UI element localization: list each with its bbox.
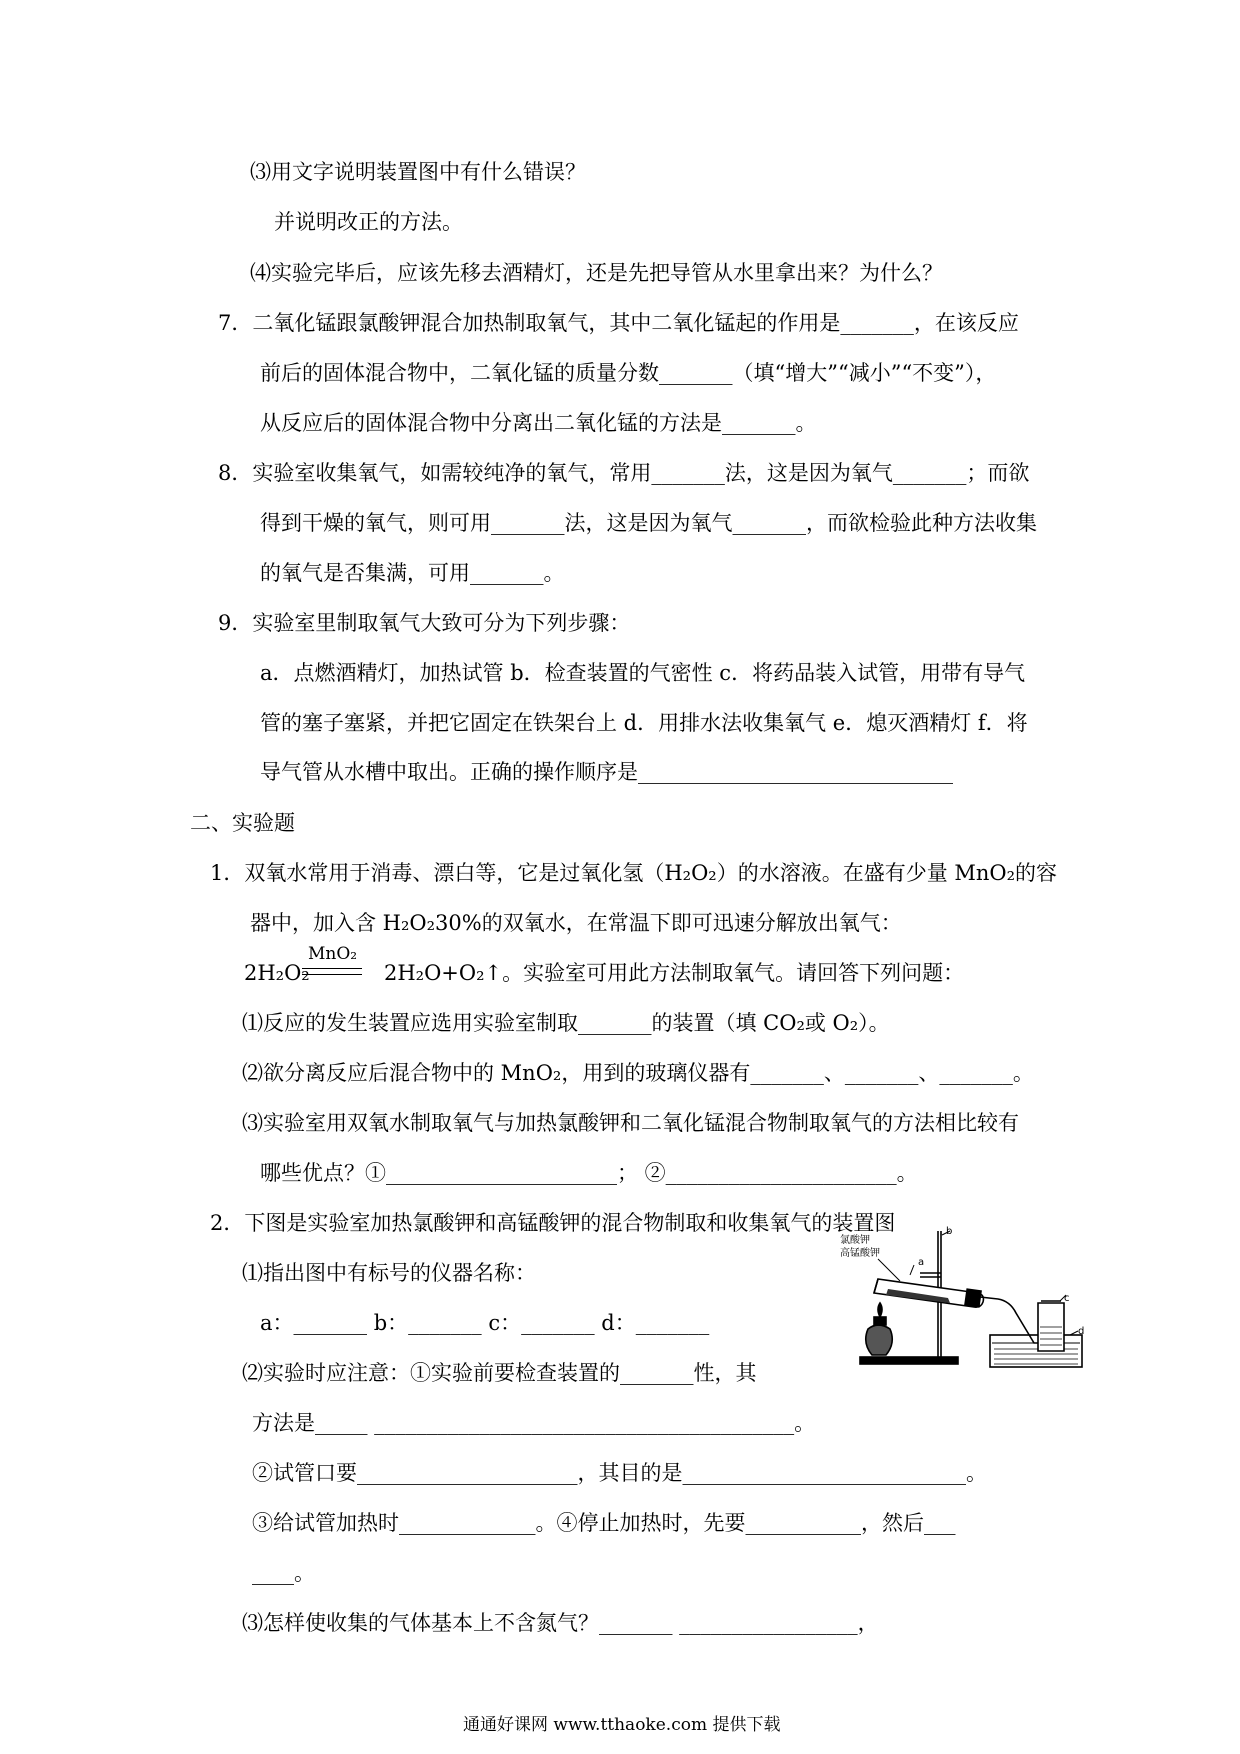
experiment-1-part-2: ⑵欲分离反应后混合物中的 MnO₂，用到的玻璃仪器有_______、_______、_______。: [242, 1061, 1034, 1085]
equation-right: 2H₂O+O₂↑。实验室可用此方法制取氧气。请回答下列问题：: [384, 961, 965, 985]
experiment-2-part-3: ⑶怎样使收集的气体基本上不含氮气？_______ _________________，: [242, 1611, 879, 1635]
question-7-line-1: 7．二氧化锰跟氯酸钾混合加热制取氧气，其中二氧化锰起的作用是_______，在该反应: [218, 311, 1019, 335]
question-6-part-3-continued: 并说明改正的方法。: [274, 210, 463, 234]
experiment-1-line-2: 器中，加入含 H₂O₂30%的双氧水，在常温下即可迅速分解放出氧气：: [250, 911, 902, 935]
experiment-2-part-2-method: 方法是_____ ________________________________________。: [252, 1411, 816, 1435]
experiment-2-part-2: ⑵实验时应注意：①实验前要检查装置的_______性，其: [242, 1361, 757, 1385]
question-9-line-2: a．点燃酒精灯，加热试管 b．检查装置的气密性 c．将药品装入试管，用带有导气: [260, 661, 1026, 685]
figure-label-potassium-permanganate: 高锰酸钾: [840, 1248, 880, 1259]
question-8-line-2: 得到干燥的氧气，则可用_______法，这是因为氧气_______，而欲检验此种方法收集: [260, 511, 1037, 535]
question-9-line-3: 管的塞子塞紧，并把它固定在铁架台上 d．用排水法收集氧气 e．熄灭酒精灯 f．将: [260, 711, 1028, 735]
figure-tag-d: d: [1078, 1326, 1085, 1337]
oxygen-apparatus-figure: [838, 1223, 1088, 1371]
section-heading: 二、实验题: [190, 811, 295, 835]
question-9-line-4: 导气管从水槽中取出。正确的操作顺序是______________________________: [260, 760, 953, 784]
page-footer: 通通好课网 www.tthaoke.com 提供下载: [463, 1715, 781, 1735]
equation-catalyst: MnO₂: [308, 944, 358, 964]
experiment-1-part-1: ⑴反应的发生装置应选用实验室制取_______的装置（填 CO₂或 O₂）。: [242, 1011, 890, 1035]
experiment-2-part-1-blanks: a：_______ b：_______ c：_______ d：_______: [260, 1311, 710, 1335]
figure-tag-b: b: [946, 1226, 953, 1237]
question-6-part-4: ⑷实验完毕后，应该先移去酒精灯，还是先把导管从水里拿出来？为什么？: [250, 261, 943, 285]
experiment-1-part-3-continued: 哪些优点？①______________________； ②______________________。: [260, 1161, 918, 1185]
figure-label-potassium-chlorate: 氯酸钾: [840, 1235, 870, 1246]
experiment-1-line-1: 1．双氧水常用于消毒、漂白等，它是过氧化氢（H₂O₂）的水溶液。在盛有少量 MnO₂的容: [210, 861, 1058, 885]
experiment-1-part-3: ⑶实验室用双氧水制取氧气与加热氯酸钾和二氧化锰混合物制取氧气的方法相比较有: [242, 1111, 1019, 1135]
experiment-2-part-2-item-2: ②试管口要_____________________，其目的是___________________________。: [252, 1461, 987, 1485]
experiment-2-part-1: ⑴指出图中有标号的仪器名称：: [242, 1261, 536, 1285]
experiment-2-title: 2．下图是实验室加热氯酸钾和高锰酸钾的混合物制取和收集氧气的装置图: [210, 1211, 896, 1235]
question-7-line-3: 从反应后的固体混合物中分离出二氧化锰的方法是_______。: [260, 411, 817, 435]
figure-tag-c: c: [1064, 1293, 1070, 1304]
equation-left: 2H₂O₂: [244, 961, 310, 985]
apparatus-drawing: [838, 1223, 1088, 1371]
question-8-line-3: 的氧气是否集满，可用_______。: [260, 561, 565, 585]
equation-line-lower: [302, 974, 362, 975]
question-7-line-2: 前后的固体混合物中，二氧化锰的质量分数_______（填“增大”“减小”“不变”），: [260, 361, 997, 385]
figure-tag-a: a: [918, 1257, 925, 1268]
question-9-line-1: 9．实验室里制取氧气大致可分为下列步骤：: [218, 611, 631, 635]
question-6-part-3: ⑶用文字说明装置图中有什么错误？: [250, 160, 586, 184]
question-8-line-1: 8．实验室收集氧气，如需较纯净的氧气，常用_______法，这是因为氧气_______；而欲: [218, 461, 1030, 485]
experiment-2-part-2-item-3: ③给试管加热时_____________。④停止加热时，先要___________，然后___: [252, 1511, 956, 1535]
equation-line-upper: [302, 968, 362, 969]
experiment-2-part-2-continued: ____。: [252, 1561, 315, 1585]
